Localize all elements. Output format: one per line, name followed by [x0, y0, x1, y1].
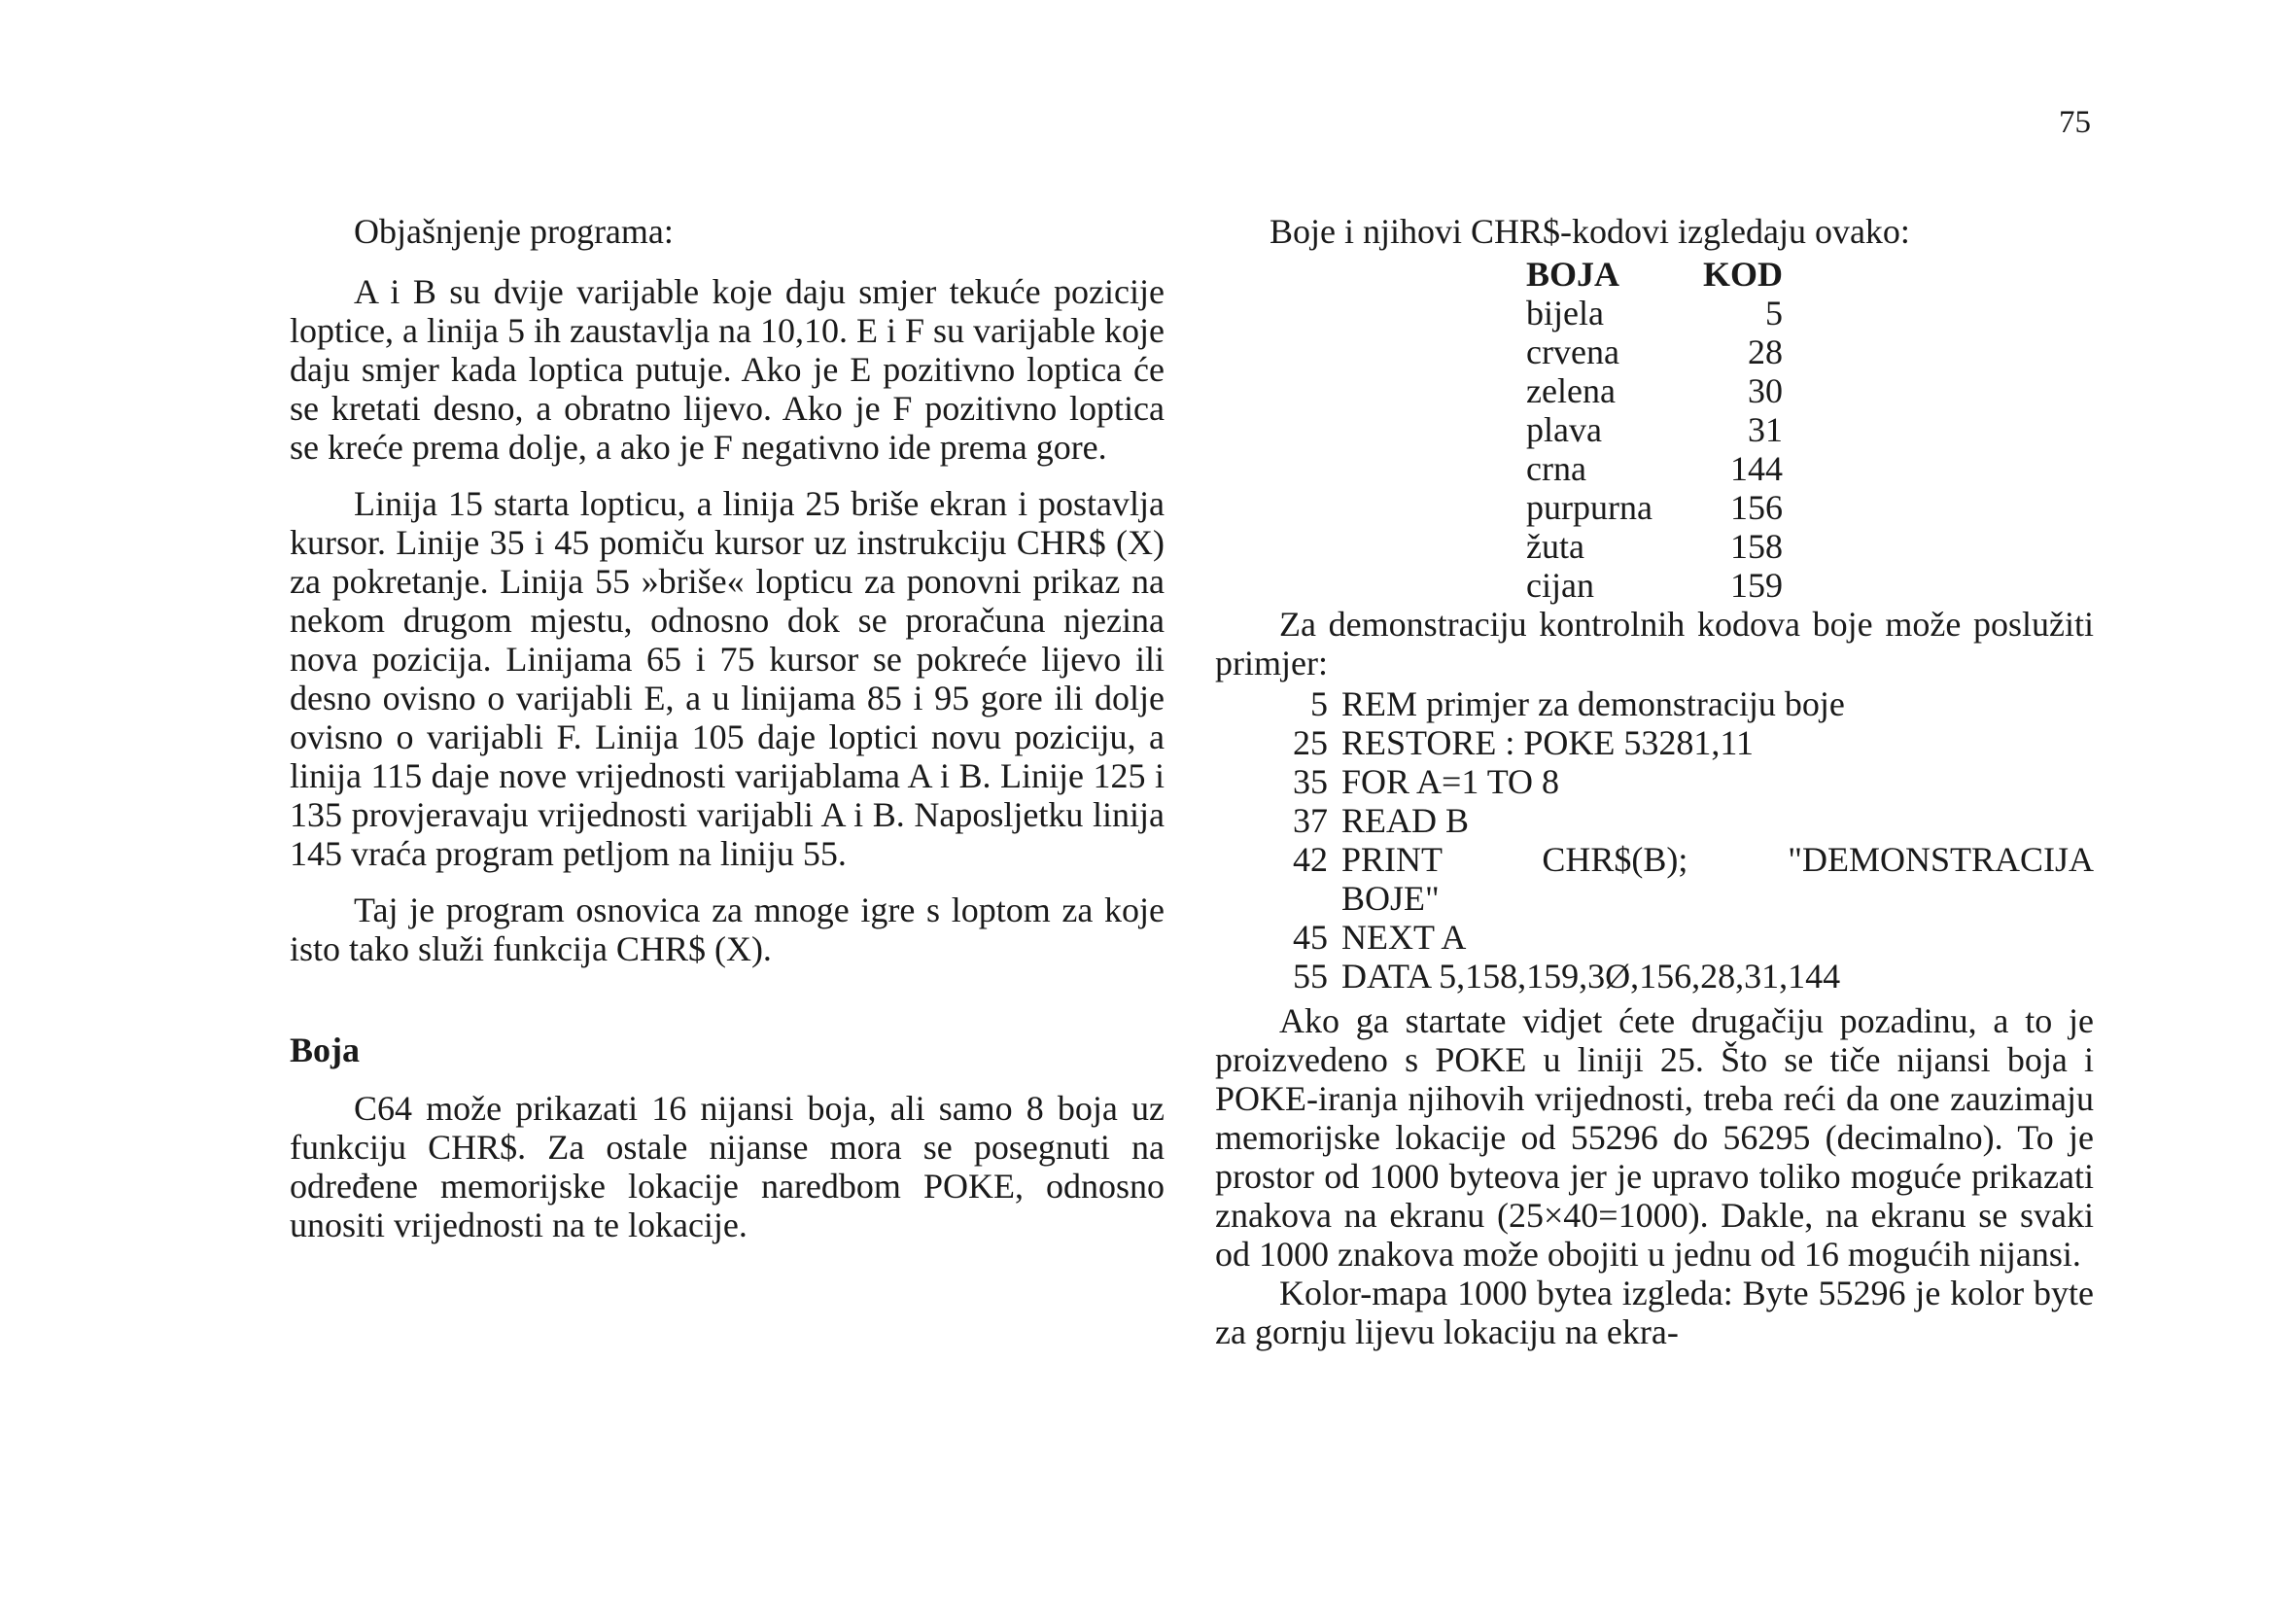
color-code: 5 [1765, 294, 1783, 332]
color-code-table [1526, 255, 1783, 605]
table-row [1526, 294, 1783, 332]
line-number: 42 [1293, 840, 1328, 879]
color-name: bijela [1526, 294, 1604, 332]
line-number: 25 [1293, 723, 1328, 762]
right-column [1215, 212, 2094, 1351]
line-number: 35 [1293, 762, 1328, 801]
line-number: 37 [1293, 801, 1328, 840]
color-code: 159 [1730, 566, 1783, 605]
code-line [1270, 684, 2094, 723]
table-header: KOD [1702, 255, 1783, 294]
code-text: BOJE" [1341, 879, 1440, 918]
table-row [1526, 566, 1783, 605]
code-line [1270, 723, 2094, 762]
color-name: plava [1526, 410, 1602, 449]
code-line [1270, 801, 2094, 840]
table-row [1526, 410, 1783, 449]
color-name: cijan [1526, 566, 1594, 605]
paragraph: Kolor-mapa 1000 bytea izgleda: Byte 55296 je kolor byte za gornju lijevu lokaciju na ekra- [1215, 1274, 2094, 1351]
code-text: RESTORE : POKE 53281,11 [1341, 723, 1755, 762]
code-line [1270, 840, 2094, 879]
table-row [1526, 332, 1783, 371]
code-text: FOR A=1 TO 8 [1341, 762, 1560, 801]
table-row [1526, 449, 1783, 488]
line-number: 5 [1310, 684, 1328, 723]
color-code: 144 [1730, 449, 1783, 488]
table-header: BOJA [1526, 255, 1620, 294]
program-explanation-heading: Objašnjenje programa: [354, 212, 674, 251]
color-name: crna [1526, 449, 1586, 488]
code-text: REM primjer za demonstraciju boje [1341, 684, 1845, 723]
code-listing [1270, 684, 2094, 996]
color-name: žuta [1526, 527, 1584, 566]
code-text: READ B [1341, 801, 1470, 840]
code-text: NEXT A [1341, 918, 1467, 957]
color-code: 31 [1748, 410, 1783, 449]
table-row [1526, 488, 1783, 527]
color-code: 158 [1730, 527, 1783, 566]
table-row [1526, 371, 1783, 410]
left-column [290, 212, 1165, 1244]
color-code: 156 [1730, 488, 1783, 527]
code-line [1270, 918, 2094, 957]
color-name: crvena [1526, 332, 1619, 371]
line-number: 45 [1293, 918, 1328, 957]
table-row [1526, 527, 1783, 566]
demo-intro-paragraph: Za demonstraciju kontrolnih kodova boje može poslužiti primjer: [1215, 605, 2094, 682]
line-number [1270, 879, 1341, 918]
code-text: DATA 5,158,159,3Ø,156,28,31,144 [1341, 957, 1841, 996]
paragraph: Linija 15 starta lopticu, a linija 25 briše ekran i postavlja kursor. Linije 35 i 45 pomiču kursor uz instrukciju CHR$ (X) za pokretanje. Linija 55 »briše« lopticu za ponovni prikaz na nekom drugom mjestu, odnosno dok se proračuna njezina nova pozicija. Linijama 65 i 75 kursor se pokreće lijevo ili desno ovisno o varijabli E, a u linijama 85 i 95 gore ili dolje ovisno o varijabli F. Linija 105 daje loptici novu poziciju, a linija 115 daje nove vrijednosti varijablama A i B. Linije 125 i 135 provjeravaju vrijednosti varijabli A i B. Naposljetku linija 145 vraća program petljom na liniju 55. [290, 484, 1165, 873]
color-name: zelena [1526, 371, 1616, 410]
paragraph: C64 može prikazati 16 nijansi boja, ali samo 8 boja uz funkciju CHR$. Za ostale nijanse mora se posegnuti na određene memorijske lokacije naredbom POKE, odnosno unositi vrijednosti na te lokacije. [290, 1089, 1165, 1244]
code-line [1270, 879, 2094, 918]
paragraph: A i B su dvije varijable koje daju smjer tekuće pozicije loptice, a linija 5 ih zaustavlja na 10,10. E i F su varijable koje daju smjer kada loptica putuje. Ako je E pozitivno loptica će se kretati desno, a obratno lijevo. Ako je F pozitivno loptica se kreće prema dolje, a ako je F negativno ide prema gore. [290, 272, 1165, 467]
paragraph: Taj je program osnovica za mnoge igre s loptom za koje isto tako služi funkcija CHR$ (X). [290, 891, 1165, 968]
color-name: purpurna [1526, 488, 1652, 527]
colors-intro: Boje i njihovi CHR$-kodovi izgledaju ovako: [1270, 212, 1910, 251]
code-line [1270, 762, 2094, 801]
section-heading: Boja [290, 1031, 360, 1069]
line-number: 55 [1293, 957, 1328, 996]
code-text: PRINT CHR$(B); "DEMONSTRACIJA [1341, 840, 2094, 879]
code-line [1270, 957, 2094, 996]
paragraph: Ako ga startate vidjet ćete drugačiju pozadinu, a to je proizvedeno s POKE u liniji 25. Što se tiče nijansi boja i POKE-iranja njihovih vrijednosti, treba reći da one zauzimaju memorijske lokacije od 55296 do 56295 (decimalno). To je prostor od 1000 byteova jer je upravo toliko moguće prikazati znakova na ekranu (25×40=1000). Dakle, na ekranu se svaki od 1000 znakova može obojiti u jednu od 16 mogućih nijansi. [1215, 1001, 2094, 1274]
color-code: 28 [1748, 332, 1783, 371]
color-code: 30 [1748, 371, 1783, 410]
page-number: 75 [2059, 105, 2091, 140]
